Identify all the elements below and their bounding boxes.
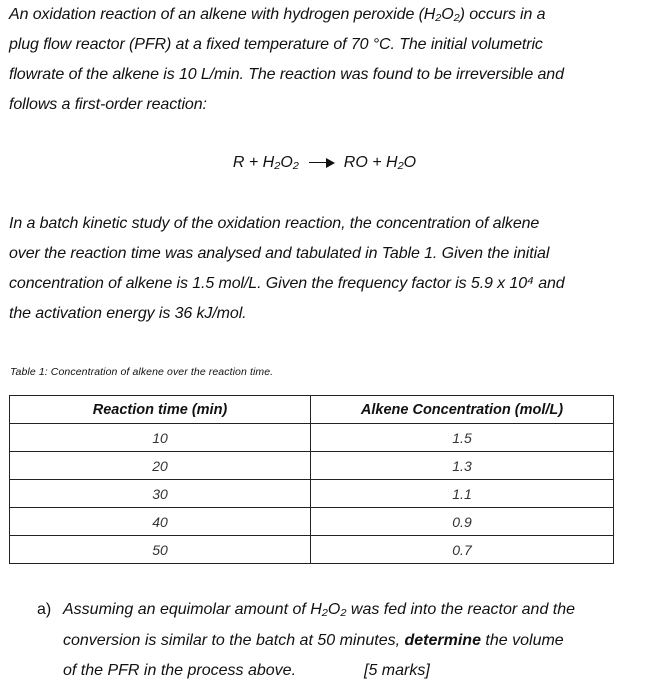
intro-line: An oxidation reaction of an alkene with hydrogen peroxide (H₂O₂) occurs in a	[9, 6, 546, 23]
question-keyword: determine	[404, 631, 481, 649]
concentration-table	[9, 395, 614, 564]
cell-concentration: 1.5	[311, 424, 614, 452]
reaction-arrow-icon	[309, 158, 335, 168]
intro-line: plug flow reactor (PFR) at a fixed temperature of 70 °C. The initial volumetric	[9, 36, 543, 53]
cell-concentration: 1.1	[311, 480, 614, 508]
intro-paragraph	[9, 0, 621, 120]
cell-time: 40	[10, 508, 311, 536]
cell-time: 30	[10, 480, 311, 508]
question-text: conversion is similar to the batch at 50 minutes,	[63, 631, 401, 649]
intro-line: flowrate of the alkene is 10 L/min. The reaction was found to be irreversible and	[9, 66, 564, 83]
batch-line: over the reaction time was analysed and tabulated in Table 1. Given the initial	[9, 245, 550, 262]
table-row	[10, 480, 614, 508]
batch-line: concentration of alkene is 1.5 mol/L. Given the frequency factor is 5.9 x 10⁴ and	[9, 275, 565, 292]
question-text: of the PFR in the process above.	[63, 662, 297, 679]
question-line	[63, 626, 627, 657]
header-alkene-concentration: Alkene Concentration (mol/L)	[311, 396, 614, 424]
question-label: a)	[37, 601, 52, 618]
equation-products: RO + H₂O	[343, 154, 417, 171]
header-reaction-time: Reaction time (min)	[10, 396, 311, 424]
question-a	[37, 595, 627, 687]
question-text: the volume	[485, 631, 564, 649]
cell-time: 50	[10, 536, 311, 564]
intro-line: follows a first-order reaction:	[9, 96, 207, 113]
table-row	[10, 508, 614, 536]
reaction-equation	[0, 150, 649, 176]
table-row	[10, 536, 614, 564]
question-line: Assuming an equimolar amount of H₂O₂ was fed into the reactor and the	[63, 601, 576, 618]
cell-concentration: 0.9	[311, 508, 614, 536]
batch-line: In a batch kinetic study of the oxidation reaction, the concentration of alkene	[9, 215, 540, 232]
table-caption: Table 1: Concentration of alkene over the reaction time.	[10, 366, 274, 378]
table-row	[10, 452, 614, 480]
question-line	[63, 656, 627, 687]
cell-time: 20	[10, 452, 311, 480]
cell-time: 10	[10, 424, 311, 452]
equation-reactants: R + H₂O₂	[232, 154, 299, 171]
batch-line: the activation energy is 36 kJ/mol.	[9, 305, 247, 322]
cell-concentration: 1.3	[311, 452, 614, 480]
table-row	[10, 424, 614, 452]
batch-study-paragraph	[9, 209, 621, 329]
table-header-row	[10, 396, 614, 424]
cell-concentration: 0.7	[311, 536, 614, 564]
marks-label: [5 marks]	[364, 662, 430, 679]
